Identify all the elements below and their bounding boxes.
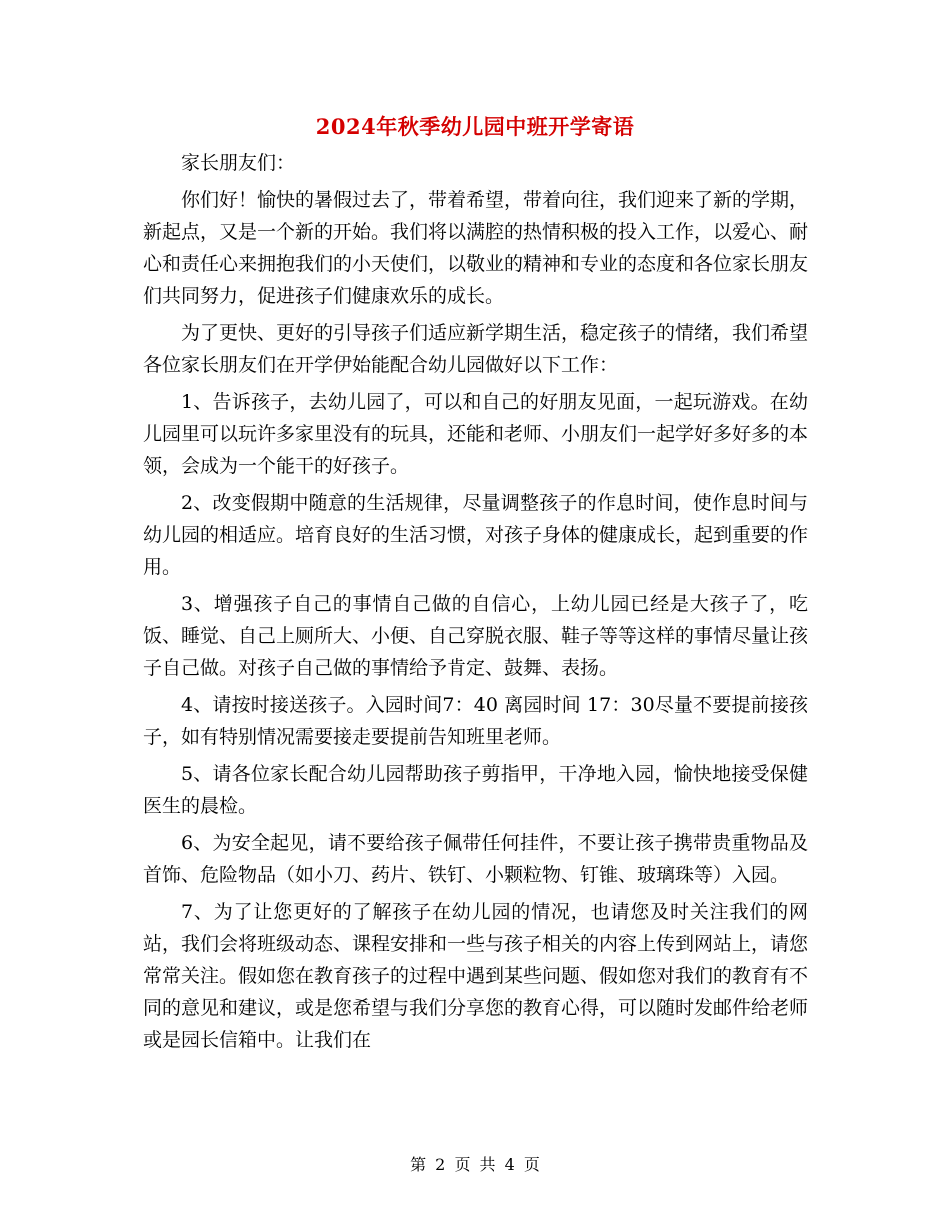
list-item: 2、改变假期中随意的生活规律，尽量调整孩子的作息时间，使作息时间与幼儿园的相适应。培育良好的生活习惯，对孩子身体的健康成长，起到重要的作用。 — [143, 492, 809, 578]
list-item: 5、请各位家长配合幼儿园帮助孩子剪指甲，干净地入园，愉快地接受保健医生的晨检。 — [143, 763, 808, 817]
list-item: 4、请按时接送孩子。入园时间7：40 离园时间 17：30尽量不要提前接孩子，如有特别情况需要接走要提前告知班里老师。 — [143, 694, 808, 748]
list-item: 7、为了让您更好的了解孩子在幼儿园的情况，也请您及时关注我们的网站，我们会将班级动态、课程安排和一些与孩子相关的内容上传到网站上，请您常常关注。假如您在教育孩子的过程中遇到某些问题、假如您对我们的教育有不同的意见和建议，或是您希望与我们分享您的教育心得，可以随时发邮件给老师或是园长信箱中。让我们在 — [143, 901, 809, 1051]
list-item: 1、告诉孩子，去幼儿园了，可以和自己的好朋友见面，一起玩游戏。在幼儿园里可以玩许多家里没有的玩具，还能和老师、小朋友们一起学好多好多的本领，会成为一个能干的好孩子。 — [143, 391, 809, 477]
document-body — [143, 147, 808, 1061]
document-title: 2024年秋季幼儿园中班开学寄语 — [315, 114, 635, 139]
list-item: 6、为安全起见，请不要给孩子佩带任何挂件，不要让孩子携带贵重物品及首饰、危险物品（如小刀、药片、铁钉、小颗粒物、钉锥、玻璃珠等）入园。 — [143, 832, 808, 886]
paragraph-greeting: 你们好！愉快的暑假过去了，带着希望，带着向往，我们迎来了新的学期，新起点，又是一个新的开始。我们将以满腔的热情积极的投入工作，以爱心、耐心和责任心来拥抱我们的小天使们，以敬业的精神和专业的态度和各位家长朋友们共同努力，促进孩子们健康欢乐的成长。 — [143, 189, 809, 307]
paragraph-intro: 为了更快、更好的引导孩子们适应新学期生活，稳定孩子的情绪，我们希望各位家长朋友们在开学伊始能配合幼儿园做好以下工作： — [143, 322, 809, 376]
list-item: 3、增强孩子自己的事情自己做的自信心，上幼儿园已经是大孩子了，吃饭、睡觉、自己上厕所大、小便、自己穿脱衣服、鞋子等等这样的事情尽量让孩子自己做。对孩子自己做的事情给予肯定、鼓舞、表扬。 — [143, 593, 809, 679]
page-footer: 第 2 页 共 4 页 — [410, 1155, 540, 1174]
salutation: 家长朋友们： — [181, 152, 296, 174]
